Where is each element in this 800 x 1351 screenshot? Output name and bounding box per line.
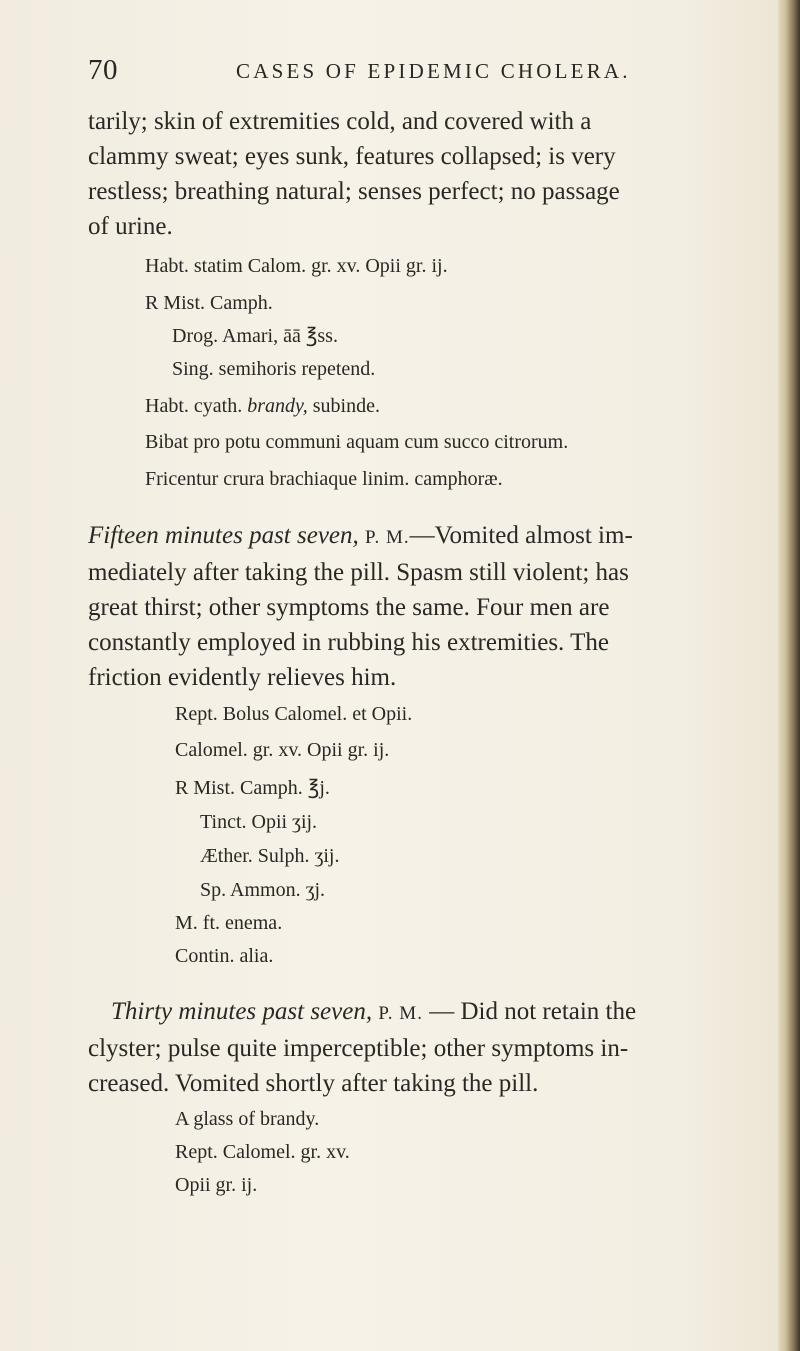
- prescription-calomel: Calomel. gr. xv. Opii gr. ij.: [175, 739, 390, 761]
- page-number: 70: [88, 54, 118, 86]
- time-heading: Fifteen minutes past seven,: [88, 522, 359, 549]
- paragraph-line: of urine.: [88, 213, 173, 240]
- time-period: P. M.: [365, 527, 410, 548]
- prescription-m-ft-enema: M. ft. enema.: [175, 912, 283, 934]
- paragraph-line: clyster; pulse quite imperceptible; other symptoms in-: [88, 1035, 629, 1062]
- prescription-drog-amari: Drog. Amari, āā ℥ss.: [172, 325, 338, 347]
- prescription-bibat: Bibat pro potu communi aquam cum succo citrorum.: [145, 431, 569, 453]
- paragraph-line-rest: —Vomited almost im-: [409, 522, 633, 549]
- paragraph-line: creased. Vomited shortly after taking the pill.: [88, 1070, 539, 1097]
- paragraph-line: constantly employed in rubbing his extremities. The: [88, 629, 609, 656]
- prescription-aether-sulph: Æther. Sulph. ʒij.: [200, 845, 340, 867]
- habt-cyath-pre: Habt. cyath.: [145, 395, 248, 417]
- paragraph-2: [88, 518, 708, 695]
- paragraph-1: [88, 104, 708, 244]
- prescription-sp-ammon: Sp. Ammon. ʒj.: [200, 879, 326, 901]
- paragraph-line: tarily; skin of extremities cold, and covered with a: [88, 108, 592, 135]
- prescription-rept-bolus: Rept. Bolus Calomel. et Opii.: [175, 703, 413, 725]
- prescription-tinct-opii: Tinct. Opii ʒij.: [200, 811, 318, 833]
- page-binding-edge: [778, 0, 800, 1351]
- prescription-rx-mist-camph-2: R Mist. Camph. ℥j.: [175, 777, 330, 799]
- prescription-habt-cyath: [145, 390, 380, 423]
- paragraph-line: mediately after taking the pill. Spasm still violent; has: [88, 559, 629, 586]
- page-header: [88, 52, 728, 88]
- paragraph-line-rest: — Did not retain the: [422, 998, 637, 1025]
- prescription-fricentur: Fricentur crura brachiaque linim. camphoræ.: [145, 468, 503, 490]
- prescription-glass-brandy: A glass of brandy.: [175, 1108, 320, 1130]
- paragraph-line: clammy sweat; eyes sunk, features collapsed; is very: [88, 143, 616, 170]
- running-head: CASES OF EPIDEMIC CHOLERA.: [236, 59, 631, 83]
- paragraph-line: restless; breathing natural; senses perfect; no passage: [88, 178, 620, 205]
- prescription-sing-semihoris: Sing. semihoris repetend.: [172, 358, 376, 380]
- paragraph-first-line: [88, 518, 708, 555]
- time-heading: Thirty minutes past seven,: [111, 998, 373, 1025]
- prescription-habt-statim: Habt. statim Calom. gr. xv. Opii gr. ij.: [145, 255, 448, 277]
- prescription-rx-mist-camph: R Mist. Camph.: [145, 292, 273, 314]
- habt-cyath-brandy: brandy,: [247, 395, 308, 417]
- paragraph-3: [88, 994, 708, 1101]
- paragraph-line: friction evidently relieves him.: [88, 664, 397, 691]
- prescription-opii: Opii gr. ij.: [175, 1174, 258, 1196]
- prescription-rept-calomel: Rept. Calomel. gr. xv.: [175, 1141, 350, 1163]
- time-period: P. M.: [378, 1003, 423, 1024]
- paragraph-first-line: [88, 994, 708, 1031]
- paragraph-line: great thirst; other symptoms the same. Four men are: [88, 594, 610, 621]
- habt-cyath-post: subinde.: [307, 395, 380, 417]
- prescription-contin-alia: Contin. alia.: [175, 945, 274, 967]
